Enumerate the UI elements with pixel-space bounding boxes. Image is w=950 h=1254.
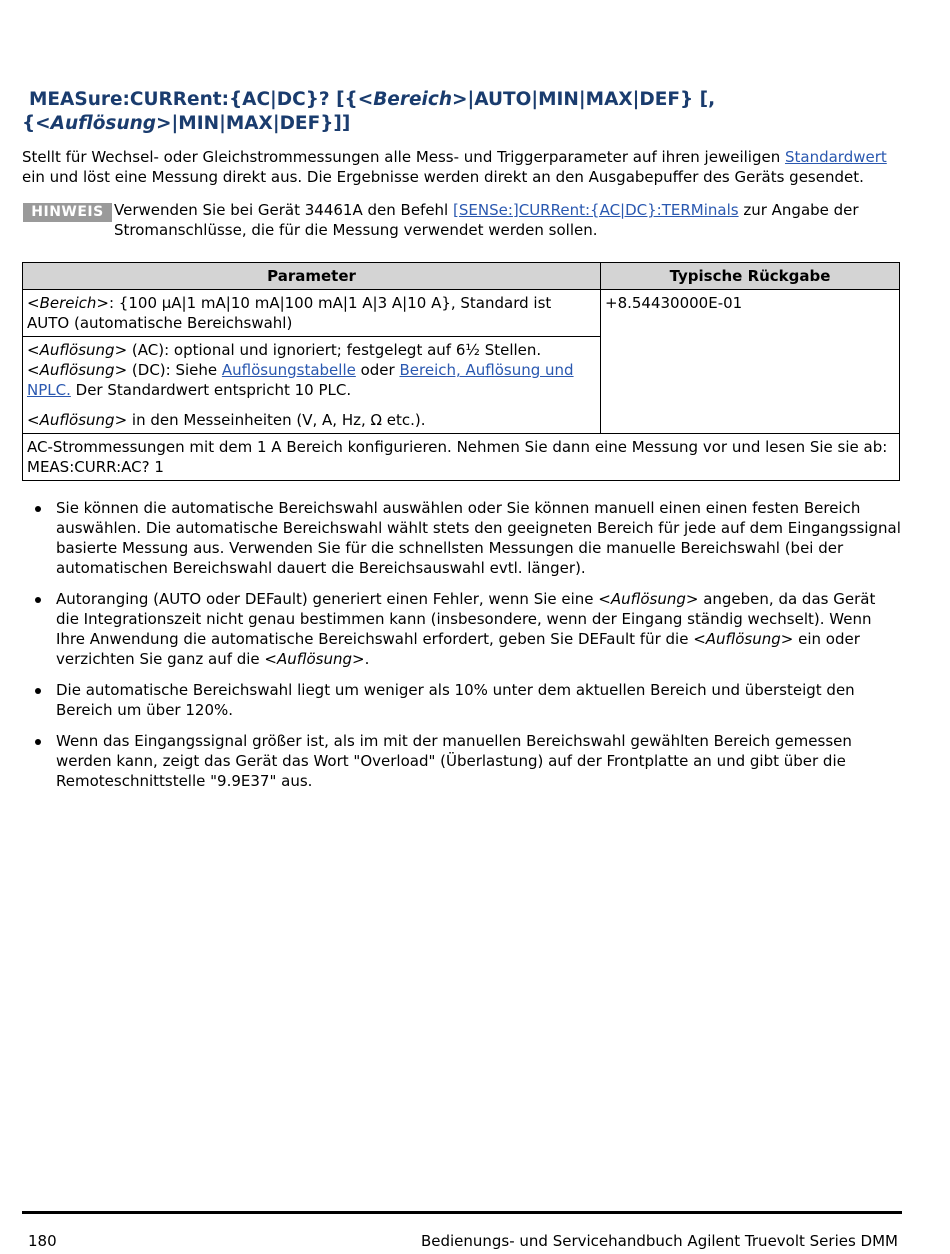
bullet-icon	[35, 506, 41, 512]
list-item	[22, 731, 902, 791]
resolution-table-link[interactable]: Auflösungstabelle	[221, 361, 356, 379]
example-text: AC-Strommessungen mit dem 1 A Bereich konfigurieren. Nehmen Sie dann eine Messung vor und lesen Sie sie ab:	[27, 438, 888, 456]
table-row	[23, 290, 900, 337]
cell-text: <	[27, 341, 40, 359]
typical-return-cell: +8.54430000E-01	[601, 290, 900, 434]
resolution-units-line	[27, 410, 596, 430]
note-box	[22, 200, 902, 240]
list-item-text: Sie können die automatische Bereichswahl auswählen oder Sie können manuell einen einen festen Bereich auswählen. Die automatische Bereichswahl wählt stets den geeigneten Bereich für jede auf dem Eingangssignal basierte Messung aus. Verwenden Sie für die schnellsten Messungen die manuelle Bereichswahl (bei der automatischen Bereichswahl dauert die Bereichsauswahl evtl. länger).	[56, 499, 901, 577]
resolution-param-cell	[23, 337, 601, 434]
bullet-icon	[35, 597, 41, 603]
page-number: 180	[28, 1232, 57, 1250]
table-header-row	[23, 263, 900, 290]
resolution-dc-line	[27, 360, 596, 400]
standardwert-link[interactable]: Standardwert	[784, 148, 887, 166]
list-item-text-italic: Auflösung	[610, 590, 686, 608]
table-row	[23, 434, 900, 481]
parameter-table	[22, 262, 900, 481]
heading-text: >|AUTO|MIN|MAX|DEF} [,	[452, 89, 716, 110]
cell-text: >: {100 µA|1 mA|10 mA|100 mA|1 A|3 A|10 A}, Standard ist AUTO (automatische Bereichswahl)	[27, 294, 552, 332]
list-item	[22, 498, 902, 578]
list-item-text: Autoranging (AUTO oder DEFault) generiert einen Fehler, wenn Sie eine <	[56, 590, 611, 608]
footer-book-title: Bedienungs- und Servicehandbuch Agilent Truevolt Series DMM	[420, 1232, 898, 1250]
list-item-text-italic: Auflösung	[277, 650, 353, 668]
note-badge: HINWEIS	[23, 203, 112, 222]
cell-text: <	[27, 411, 40, 429]
cell-text-italic: Auflösung	[39, 341, 115, 359]
list-item	[22, 680, 902, 720]
intro-text: Stellt für Wechsel- oder Gleichstrommessungen alle Mess- und Triggerparameter auf ihren jeweiligen	[22, 148, 785, 166]
cell-text: Der Standardwert entspricht 10 PLC.	[70, 381, 352, 399]
bullet-icon	[35, 739, 41, 745]
footer-divider	[22, 1211, 902, 1214]
cell-text-italic: Auflösung	[39, 411, 115, 429]
note-text-part: Verwenden Sie bei Gerät 34461A den Befehl	[114, 201, 453, 219]
list-item-text: > angeben, da das Gerät die Integrationszeit nicht genau bestimmen kann (insbesondere, wenn der Eingang ständig wechselt). Wenn Ihre Anwendung die automatische Bereichswahl erfordert, geben Sie DEFault für die <	[56, 590, 876, 648]
list-item-text: Wenn das Eingangssignal größer ist, als im mit der manuellen Bereichswahl gewählten Bereich gemessen werden kann, zeigt das Gerät das Wort "Overload" (Überlastung) auf der Frontplatte an und gibt über die Remoteschnittstelle "9.9E37" aus.	[56, 732, 852, 790]
cell-text-italic: Auflösung	[39, 361, 115, 379]
spacer	[27, 400, 596, 410]
cell-text: > in den Messeinheiten (V, A, Hz, Ω etc.).	[114, 411, 426, 429]
cell-text: oder	[355, 361, 400, 379]
example-command: MEAS:CURR:AC? 1	[27, 458, 164, 476]
heading-text: >|MIN|MAX|DEF}]]	[156, 113, 351, 134]
heading-param-range: Bereich	[373, 89, 452, 110]
header-typical-return: Typische Rückgabe	[601, 263, 900, 290]
range-resolution-nplc-link[interactable]: Bereich, Auflösung und NPLC.	[27, 361, 574, 399]
note-text	[114, 200, 902, 240]
list-item	[22, 589, 902, 669]
intro-text: ein und löst eine Messung direkt aus. Die Ergebnisse werden direkt an den Ausgabepuffer des Geräts gesendet.	[22, 168, 864, 186]
list-item-text: >.	[352, 650, 370, 668]
cell-text-italic: Bereich	[39, 294, 97, 312]
list-item-text: > ein oder verzichten Sie ganz auf die <	[56, 630, 860, 668]
cell-text: <	[27, 361, 40, 379]
list-item-text-italic: Auflösung	[705, 630, 781, 648]
terminals-command-link[interactable]: [SENSe:]CURRent:{AC|DC}:TERMinals	[453, 201, 739, 219]
intro-paragraph	[22, 147, 907, 187]
range-param-cell	[23, 290, 601, 337]
heading-param-resolution: Auflösung	[50, 113, 157, 134]
remarks-list	[22, 498, 902, 802]
cell-text: <	[27, 294, 40, 312]
cell-text: > (AC): optional und ignoriert; festgelegt auf 6½ Stellen.	[114, 341, 542, 359]
resolution-ac-line	[27, 340, 596, 360]
command-heading	[22, 88, 922, 136]
bullet-icon	[35, 688, 41, 694]
note-text-part: zur Angabe der Stromanschlüsse, die für die Messung verwendet werden sollen.	[114, 201, 859, 239]
list-item-text: Die automatische Bereichswahl liegt um weniger als 10% unter dem aktuellen Bereich und übersteigt den Bereich um über 120%.	[56, 681, 855, 719]
heading-text: MEASure:CURRent:{AC|DC}? [{<	[29, 89, 374, 110]
cell-text: > (DC): Siehe	[114, 361, 222, 379]
heading-text: {<	[22, 113, 51, 134]
header-parameter: Parameter	[23, 263, 601, 290]
example-cell	[23, 434, 900, 481]
